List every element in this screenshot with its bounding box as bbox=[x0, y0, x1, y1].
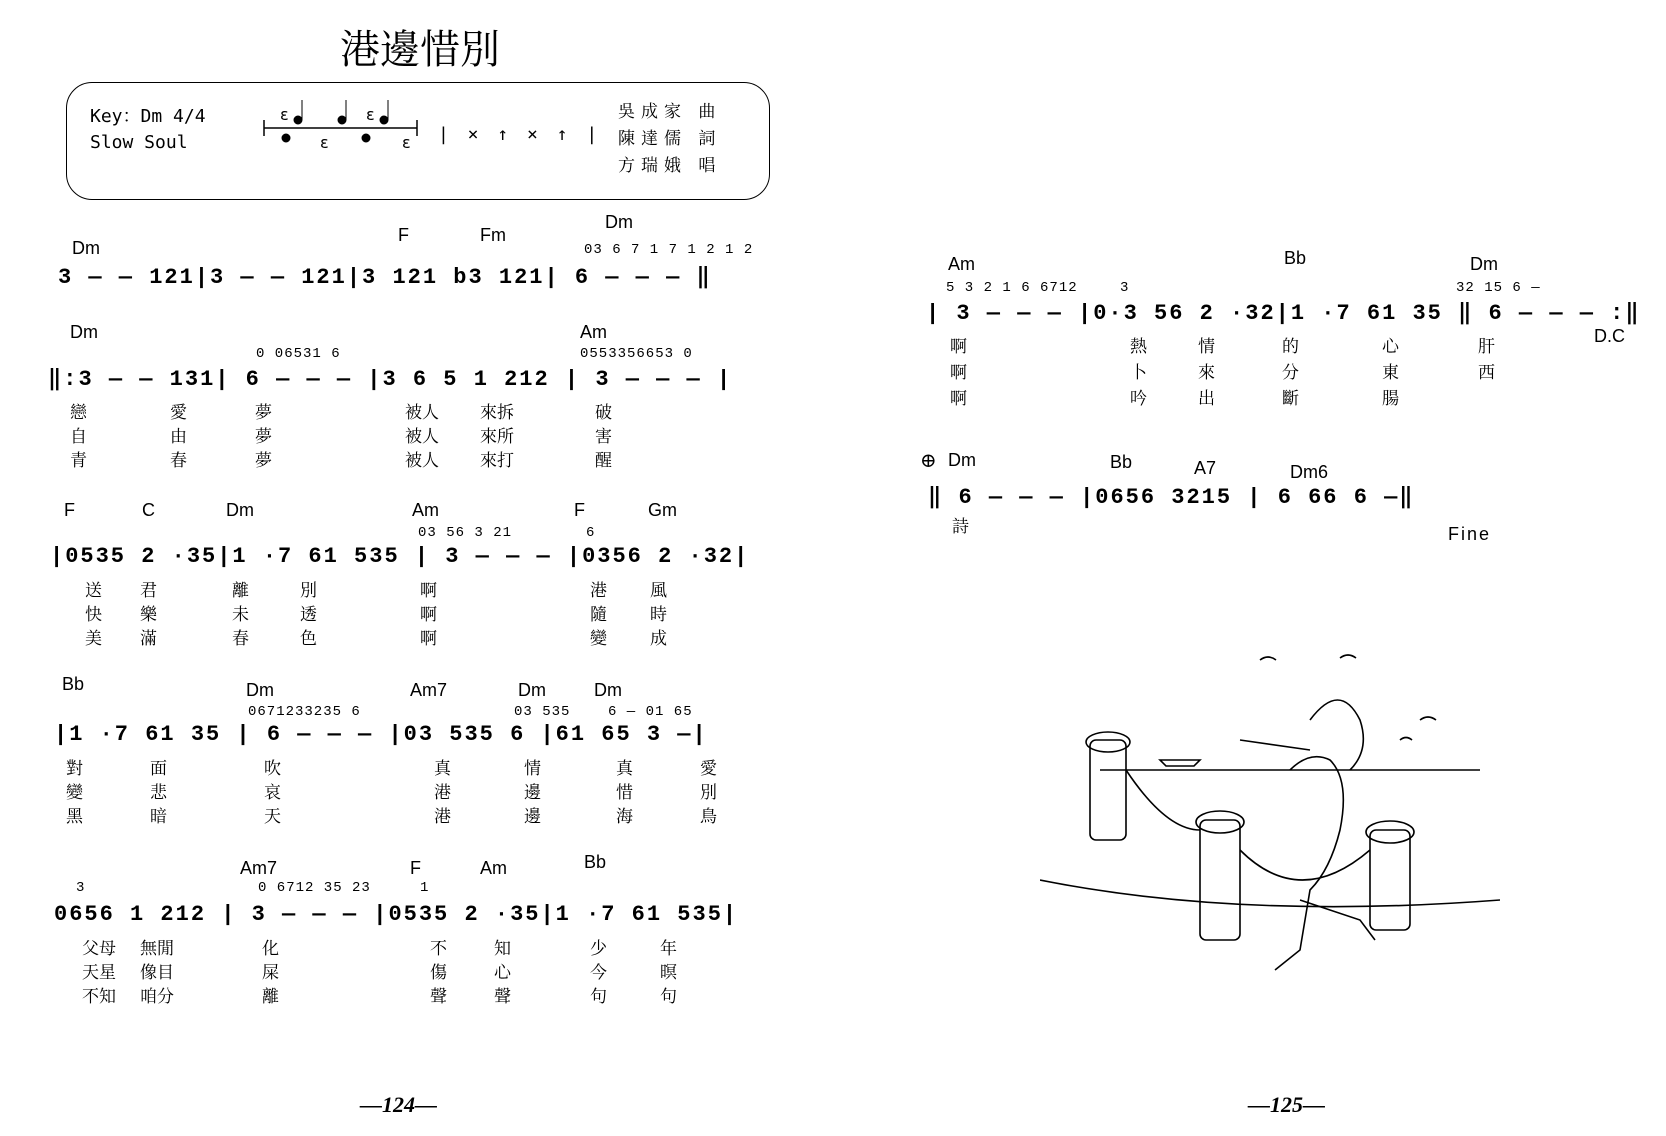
lyric: 港 bbox=[590, 581, 607, 601]
lyric: 青 bbox=[70, 451, 87, 471]
lyric: 西 bbox=[1478, 363, 1495, 383]
lyric: 真 bbox=[434, 759, 451, 779]
lyric: 腸 bbox=[1382, 389, 1399, 409]
lyric: 時 bbox=[650, 605, 667, 625]
key-signature: Key：Dm 4/4 bbox=[90, 106, 206, 127]
chord: Bb bbox=[584, 852, 607, 872]
lyric: 離 bbox=[262, 987, 279, 1007]
lyric: 咱分 bbox=[140, 987, 174, 1007]
lyric: 天 bbox=[264, 807, 281, 827]
lyric: 吹 bbox=[264, 759, 281, 779]
chord: Dm bbox=[948, 450, 976, 470]
lyric: 別 bbox=[300, 581, 317, 601]
lyric: 未 bbox=[232, 605, 249, 625]
lyric: 君 bbox=[140, 581, 157, 601]
notation-line: ‖ 6 — — — |0656 3215 | 6 66 6 —‖ bbox=[928, 485, 1415, 510]
chord: A7 bbox=[1194, 458, 1217, 478]
lyric: 隨 bbox=[590, 605, 607, 625]
singer-credit: 方瑞娥 唱 bbox=[618, 156, 722, 176]
grace-notes: 03 6 7 1 7 1 2 1 2 bbox=[584, 242, 754, 258]
lyric: 來所 bbox=[480, 427, 514, 447]
lyric: 被人 bbox=[405, 451, 439, 471]
grace-notes: 3 bbox=[76, 880, 86, 896]
notation-line: 3 — — 121|3 — — 121|3 121 b3 121| 6 — — — ‖ bbox=[58, 265, 712, 290]
lyric: 年 bbox=[660, 939, 677, 959]
notation-line: | 3 — — — |0·3 56 2 ·32|1 ·7 61 35 ‖ 6 — — — :‖ bbox=[926, 301, 1641, 326]
chord: Dm bbox=[1470, 254, 1498, 274]
seaside-girl-illustration bbox=[1040, 650, 1500, 980]
lyric: 港 bbox=[434, 783, 451, 803]
grace-notes: 03 56 3 21 bbox=[418, 525, 513, 541]
grace-notes: 0671233235 6 bbox=[248, 704, 361, 720]
lyric: 熱 bbox=[1130, 337, 1147, 357]
chord: Am bbox=[412, 500, 439, 520]
lyric: 送 bbox=[85, 581, 102, 601]
grace-notes: 03 535 bbox=[514, 704, 571, 720]
chord: Am bbox=[948, 254, 975, 274]
lyric: 今 bbox=[590, 963, 607, 983]
lyric: 春 bbox=[232, 629, 249, 649]
lyric: 醒 bbox=[595, 451, 612, 471]
lyric: 港 bbox=[434, 807, 451, 827]
chord: Dm bbox=[70, 322, 98, 342]
lyric: 卜 bbox=[1130, 363, 1147, 383]
notation-line: |1 ·7 61 35 | 6 — — — |03 535 6 |61 65 3 —| bbox=[54, 722, 708, 747]
lyric: 父母 bbox=[82, 939, 116, 959]
svg-text:ɛ: ɛ bbox=[366, 105, 375, 124]
lyric: 無閒 bbox=[140, 939, 174, 959]
lyric: 啊 bbox=[950, 389, 967, 409]
lyric: 害 bbox=[595, 427, 612, 447]
chord: Am7 bbox=[410, 680, 448, 700]
lyric: 面 bbox=[150, 759, 167, 779]
chord: Am bbox=[580, 322, 607, 342]
chord: Bb bbox=[1284, 248, 1307, 268]
chord: Am bbox=[480, 858, 507, 878]
lyric: 聲 bbox=[494, 987, 511, 1007]
chord: Fm bbox=[480, 225, 506, 245]
lyric: 被人 bbox=[405, 403, 439, 423]
chord: Dm bbox=[518, 680, 546, 700]
lyric: 悲 bbox=[150, 783, 167, 803]
lyric: 黑 bbox=[66, 807, 83, 827]
lyric: 被人 bbox=[405, 427, 439, 447]
chord: F bbox=[64, 500, 75, 520]
song-title: 港邊惜別 bbox=[340, 27, 500, 73]
lyric: 來拆 bbox=[480, 403, 514, 423]
lyric: 心 bbox=[1382, 337, 1399, 357]
fine-marking: Fine bbox=[1448, 524, 1492, 544]
chord: Dm bbox=[605, 212, 633, 232]
chord: Dm bbox=[246, 680, 274, 700]
lyric: 春 bbox=[170, 451, 187, 471]
lyric: 夢 bbox=[255, 403, 272, 423]
dc-marking: D.C bbox=[1594, 326, 1625, 346]
lyric: 不知 bbox=[82, 987, 116, 1007]
lyric: 分 bbox=[1282, 363, 1299, 383]
grace-notes: 0 6712 35 23 bbox=[258, 880, 371, 896]
lyric: 不 bbox=[430, 939, 447, 959]
lyric: 美 bbox=[85, 629, 102, 649]
chord: Dm6 bbox=[1290, 462, 1329, 482]
lyric: 透 bbox=[300, 605, 317, 625]
lyric: 愛 bbox=[700, 759, 717, 779]
notation-line: ‖:3 — — 131| 6 — — — |3 6 5 1 212 | 3 — — — | bbox=[48, 367, 733, 392]
lyric: 滿 bbox=[140, 629, 157, 649]
lyric: 暗 bbox=[150, 807, 167, 827]
lyric: 來 bbox=[1198, 363, 1215, 383]
chord: Dm bbox=[72, 238, 100, 258]
grace-notes: 5 3 2 1 6 6712 bbox=[946, 280, 1078, 296]
lyric: 真 bbox=[616, 759, 633, 779]
lyric: 成 bbox=[650, 629, 667, 649]
chord: F bbox=[410, 858, 421, 878]
lyric: 鳥 bbox=[700, 807, 717, 827]
lyric: 夢 bbox=[255, 451, 272, 471]
lyric: 聲 bbox=[430, 987, 447, 1007]
lyric: 斷 bbox=[1282, 389, 1299, 409]
notation-line: |0535 2 ·35|1 ·7 61 535 | 3 — — — |0356 2 ·32| bbox=[50, 544, 750, 569]
lyric: 心 bbox=[494, 963, 511, 983]
page-number-right: —125— bbox=[1248, 1092, 1325, 1117]
lyric: 啊 bbox=[420, 581, 437, 601]
chord: Bb bbox=[1110, 452, 1133, 472]
lyric: 快 bbox=[85, 605, 102, 625]
lyric: 別 bbox=[700, 783, 717, 803]
grace-notes: 1 bbox=[420, 880, 430, 896]
chord: Dm bbox=[594, 680, 622, 700]
lyric: 屎 bbox=[262, 963, 279, 983]
chord: C bbox=[142, 500, 155, 520]
lyric: 對 bbox=[66, 759, 83, 779]
lyric: 啊 bbox=[420, 605, 437, 625]
composer-credit: 吳成家 曲 bbox=[618, 102, 722, 122]
page-number-left: —124— bbox=[360, 1092, 437, 1117]
lyricist-credit: 陳達儒 詞 bbox=[618, 129, 722, 149]
lyric: 吟 bbox=[1130, 389, 1147, 409]
grace-notes: 32 15 6 — bbox=[1456, 280, 1541, 296]
strum-pattern: | × ↑ × ↑ | bbox=[438, 124, 602, 145]
rhythm-pattern-icon bbox=[262, 98, 422, 156]
lyric: 肝 bbox=[1478, 337, 1495, 357]
lyric: 離 bbox=[232, 581, 249, 601]
rhythm-style: Slow Soul bbox=[90, 132, 188, 153]
lyric: 哀 bbox=[264, 783, 281, 803]
lyric: 啊 bbox=[420, 629, 437, 649]
coda-icon: ⊕ bbox=[920, 448, 937, 472]
lyric: 化 bbox=[262, 939, 279, 959]
lyric: 的 bbox=[1282, 337, 1299, 357]
chord: Dm bbox=[226, 500, 254, 520]
lyric: 像目 bbox=[140, 963, 174, 983]
svg-text:ɛ: ɛ bbox=[320, 133, 329, 152]
lyric: 破 bbox=[595, 403, 612, 423]
notation-line: 0656 1 212 | 3 — — — |0535 2 ·35|1 ·7 61 535| bbox=[54, 902, 739, 927]
lyric: 出 bbox=[1198, 389, 1215, 409]
lyric: 詩 bbox=[952, 517, 969, 537]
lyric: 來打 bbox=[480, 451, 514, 471]
chord: F bbox=[398, 225, 409, 245]
grace-notes: 0553356653 0 bbox=[580, 346, 693, 362]
chord: Am7 bbox=[240, 858, 278, 878]
lyric: 情 bbox=[1198, 337, 1215, 357]
lyric: 傷 bbox=[430, 963, 447, 983]
lyric: 句 bbox=[590, 987, 607, 1007]
lyric: 變 bbox=[590, 629, 607, 649]
lyric: 自 bbox=[70, 427, 87, 447]
lyric: 東 bbox=[1382, 363, 1399, 383]
lyric: 惜 bbox=[616, 783, 633, 803]
lyric: 少 bbox=[590, 939, 607, 959]
lyric: 知 bbox=[494, 939, 511, 959]
lyric: 天星 bbox=[82, 963, 116, 983]
lyric: 海 bbox=[616, 807, 633, 827]
lyric: 風 bbox=[650, 581, 667, 601]
grace-notes: 0 06531 6 bbox=[256, 346, 341, 362]
chord: Gm bbox=[648, 500, 677, 520]
lyric: 戀 bbox=[70, 403, 87, 423]
lyric: 邊 bbox=[524, 807, 541, 827]
grace-notes: 6 bbox=[586, 525, 596, 541]
svg-text:ɛ: ɛ bbox=[280, 105, 289, 124]
lyric: 色 bbox=[300, 629, 317, 649]
lyric: 啊 bbox=[950, 363, 967, 383]
lyric: 愛 bbox=[170, 403, 187, 423]
lyric: 夢 bbox=[255, 427, 272, 447]
svg-text:ɛ: ɛ bbox=[402, 133, 411, 152]
lyric: 邊 bbox=[524, 783, 541, 803]
lyric: 樂 bbox=[140, 605, 157, 625]
lyric: 句 bbox=[660, 987, 677, 1007]
chord: F bbox=[574, 500, 585, 520]
lyric: 變 bbox=[66, 783, 83, 803]
lyric: 啊 bbox=[950, 337, 967, 357]
grace-notes: 3 bbox=[1120, 280, 1130, 296]
chord: Bb bbox=[62, 674, 85, 694]
grace-notes: 6 — 01 65 bbox=[608, 704, 693, 720]
lyric: 情 bbox=[524, 759, 541, 779]
lyric: 暝 bbox=[660, 963, 677, 983]
lyric: 由 bbox=[170, 427, 187, 447]
